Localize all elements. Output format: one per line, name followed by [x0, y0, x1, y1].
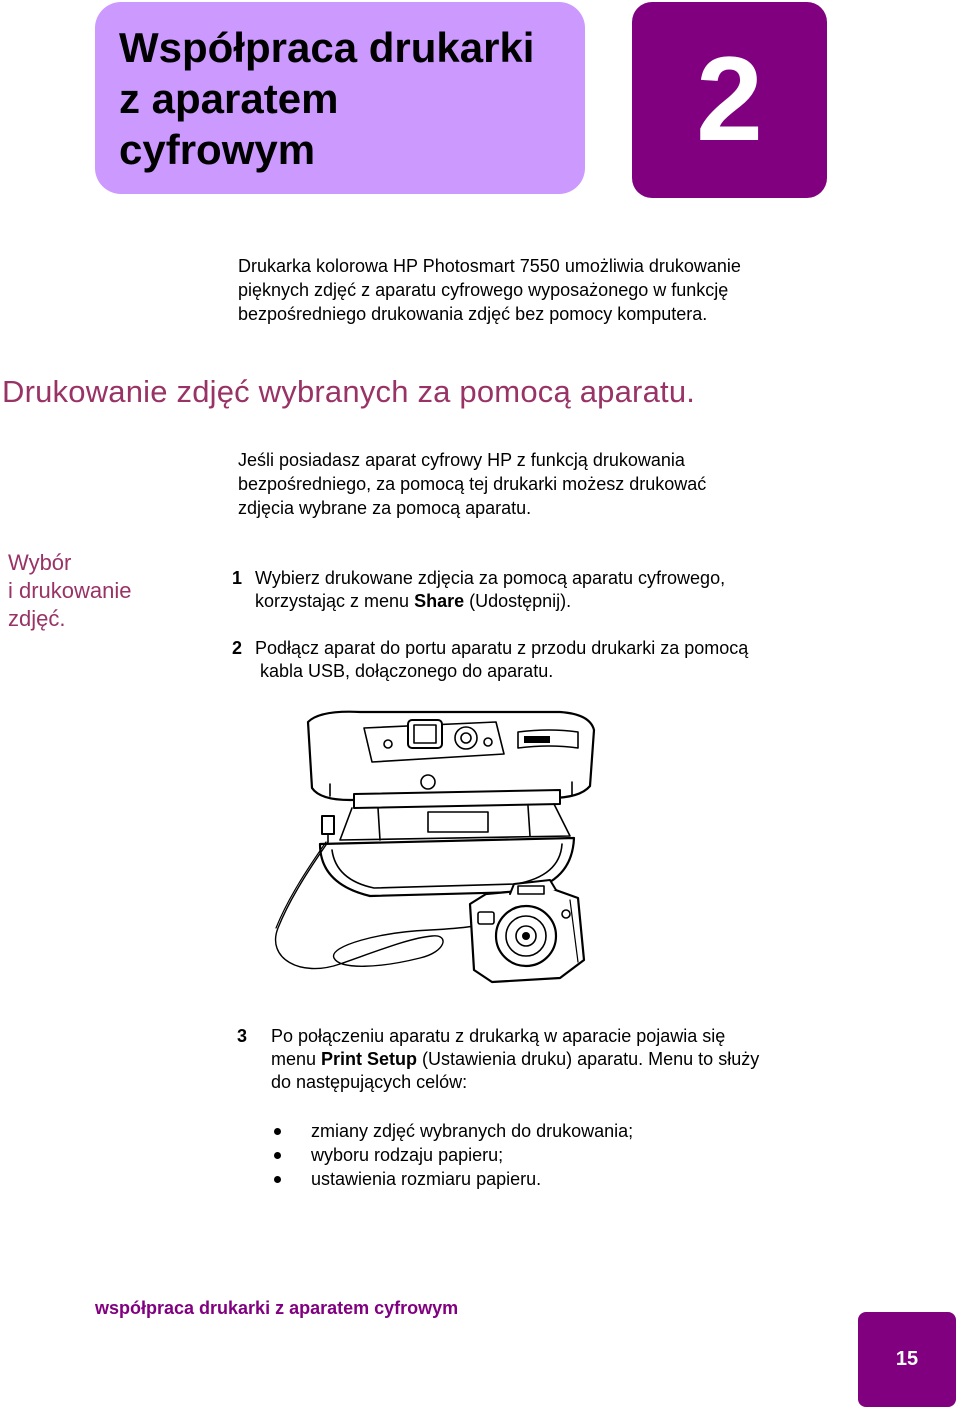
bullet-list	[270, 1119, 633, 1191]
step-text-line: Wybierz drukowane zdjęcia za pomocą aparatu cyfrowego,	[255, 568, 726, 588]
step-number: 2	[232, 638, 243, 658]
bullet-icon	[274, 1152, 281, 1159]
step-text-line: korzystając z menu Share (Udostępnij).	[255, 591, 572, 611]
step-number: 1	[232, 568, 243, 588]
list-item: ustawienia rozmiaru papieru.	[270, 1167, 633, 1191]
chapter-title-box	[95, 2, 585, 194]
section-lead: Jeśli posiadasz aparat cyfrowy HP z funkcją drukowania bezpośredniego, za pomocą tej drukarki możesz drukować zdjęcia wybrane za pomocą aparatu.	[238, 450, 707, 518]
side-label: Wybór i drukowanie zdjęć.	[8, 550, 132, 631]
menu-name: Share	[414, 591, 465, 611]
step-text-line: Podłącz aparat do portu aparatu z przodu drukarki za pomocą	[255, 638, 749, 658]
step-text-line: menu Print Setup (Ustawienia druku) aparatu. Menu to służy	[271, 1049, 760, 1069]
page-number: 15	[895, 1348, 919, 1370]
step-text-line: do następujących celów:	[271, 1072, 468, 1092]
footer-chapter-label: współpraca drukarki z aparatem cyfrowym	[95, 1298, 459, 1318]
page-number-box	[858, 1312, 956, 1407]
step-text-line: kabla USB, dołączonego do aparatu.	[260, 661, 554, 681]
bullet-icon	[274, 1128, 281, 1135]
bullet-icon	[274, 1176, 281, 1183]
printer-camera-illustration	[260, 708, 650, 1000]
step-number: 3	[237, 1026, 248, 1046]
chapter-number: 2	[696, 32, 763, 166]
section-heading: Drukowanie zdjęć wybranych za pomocą aparatu.	[2, 374, 696, 409]
step-text-line: Po połączeniu aparatu z drukarką w aparacie pojawia się	[271, 1026, 726, 1046]
list-item: zmiany zdjęć wybranych do drukowania;	[270, 1119, 633, 1143]
list-item: wyboru rodzaju papieru;	[270, 1143, 633, 1167]
chapter-number-box	[632, 2, 827, 198]
menu-name: Print Setup	[321, 1049, 418, 1069]
intro-paragraph: Drukarka kolorowa HP Photosmart 7550 umożliwia drukowanie pięknych zdjęć z aparatu cyfrowego wyposażonego w funkcję bezpośredniego drukowania zdjęć bez pomocy komputera.	[238, 256, 741, 324]
chapter-title: Współpraca drukarki z aparatem cyfrowym	[119, 24, 535, 173]
